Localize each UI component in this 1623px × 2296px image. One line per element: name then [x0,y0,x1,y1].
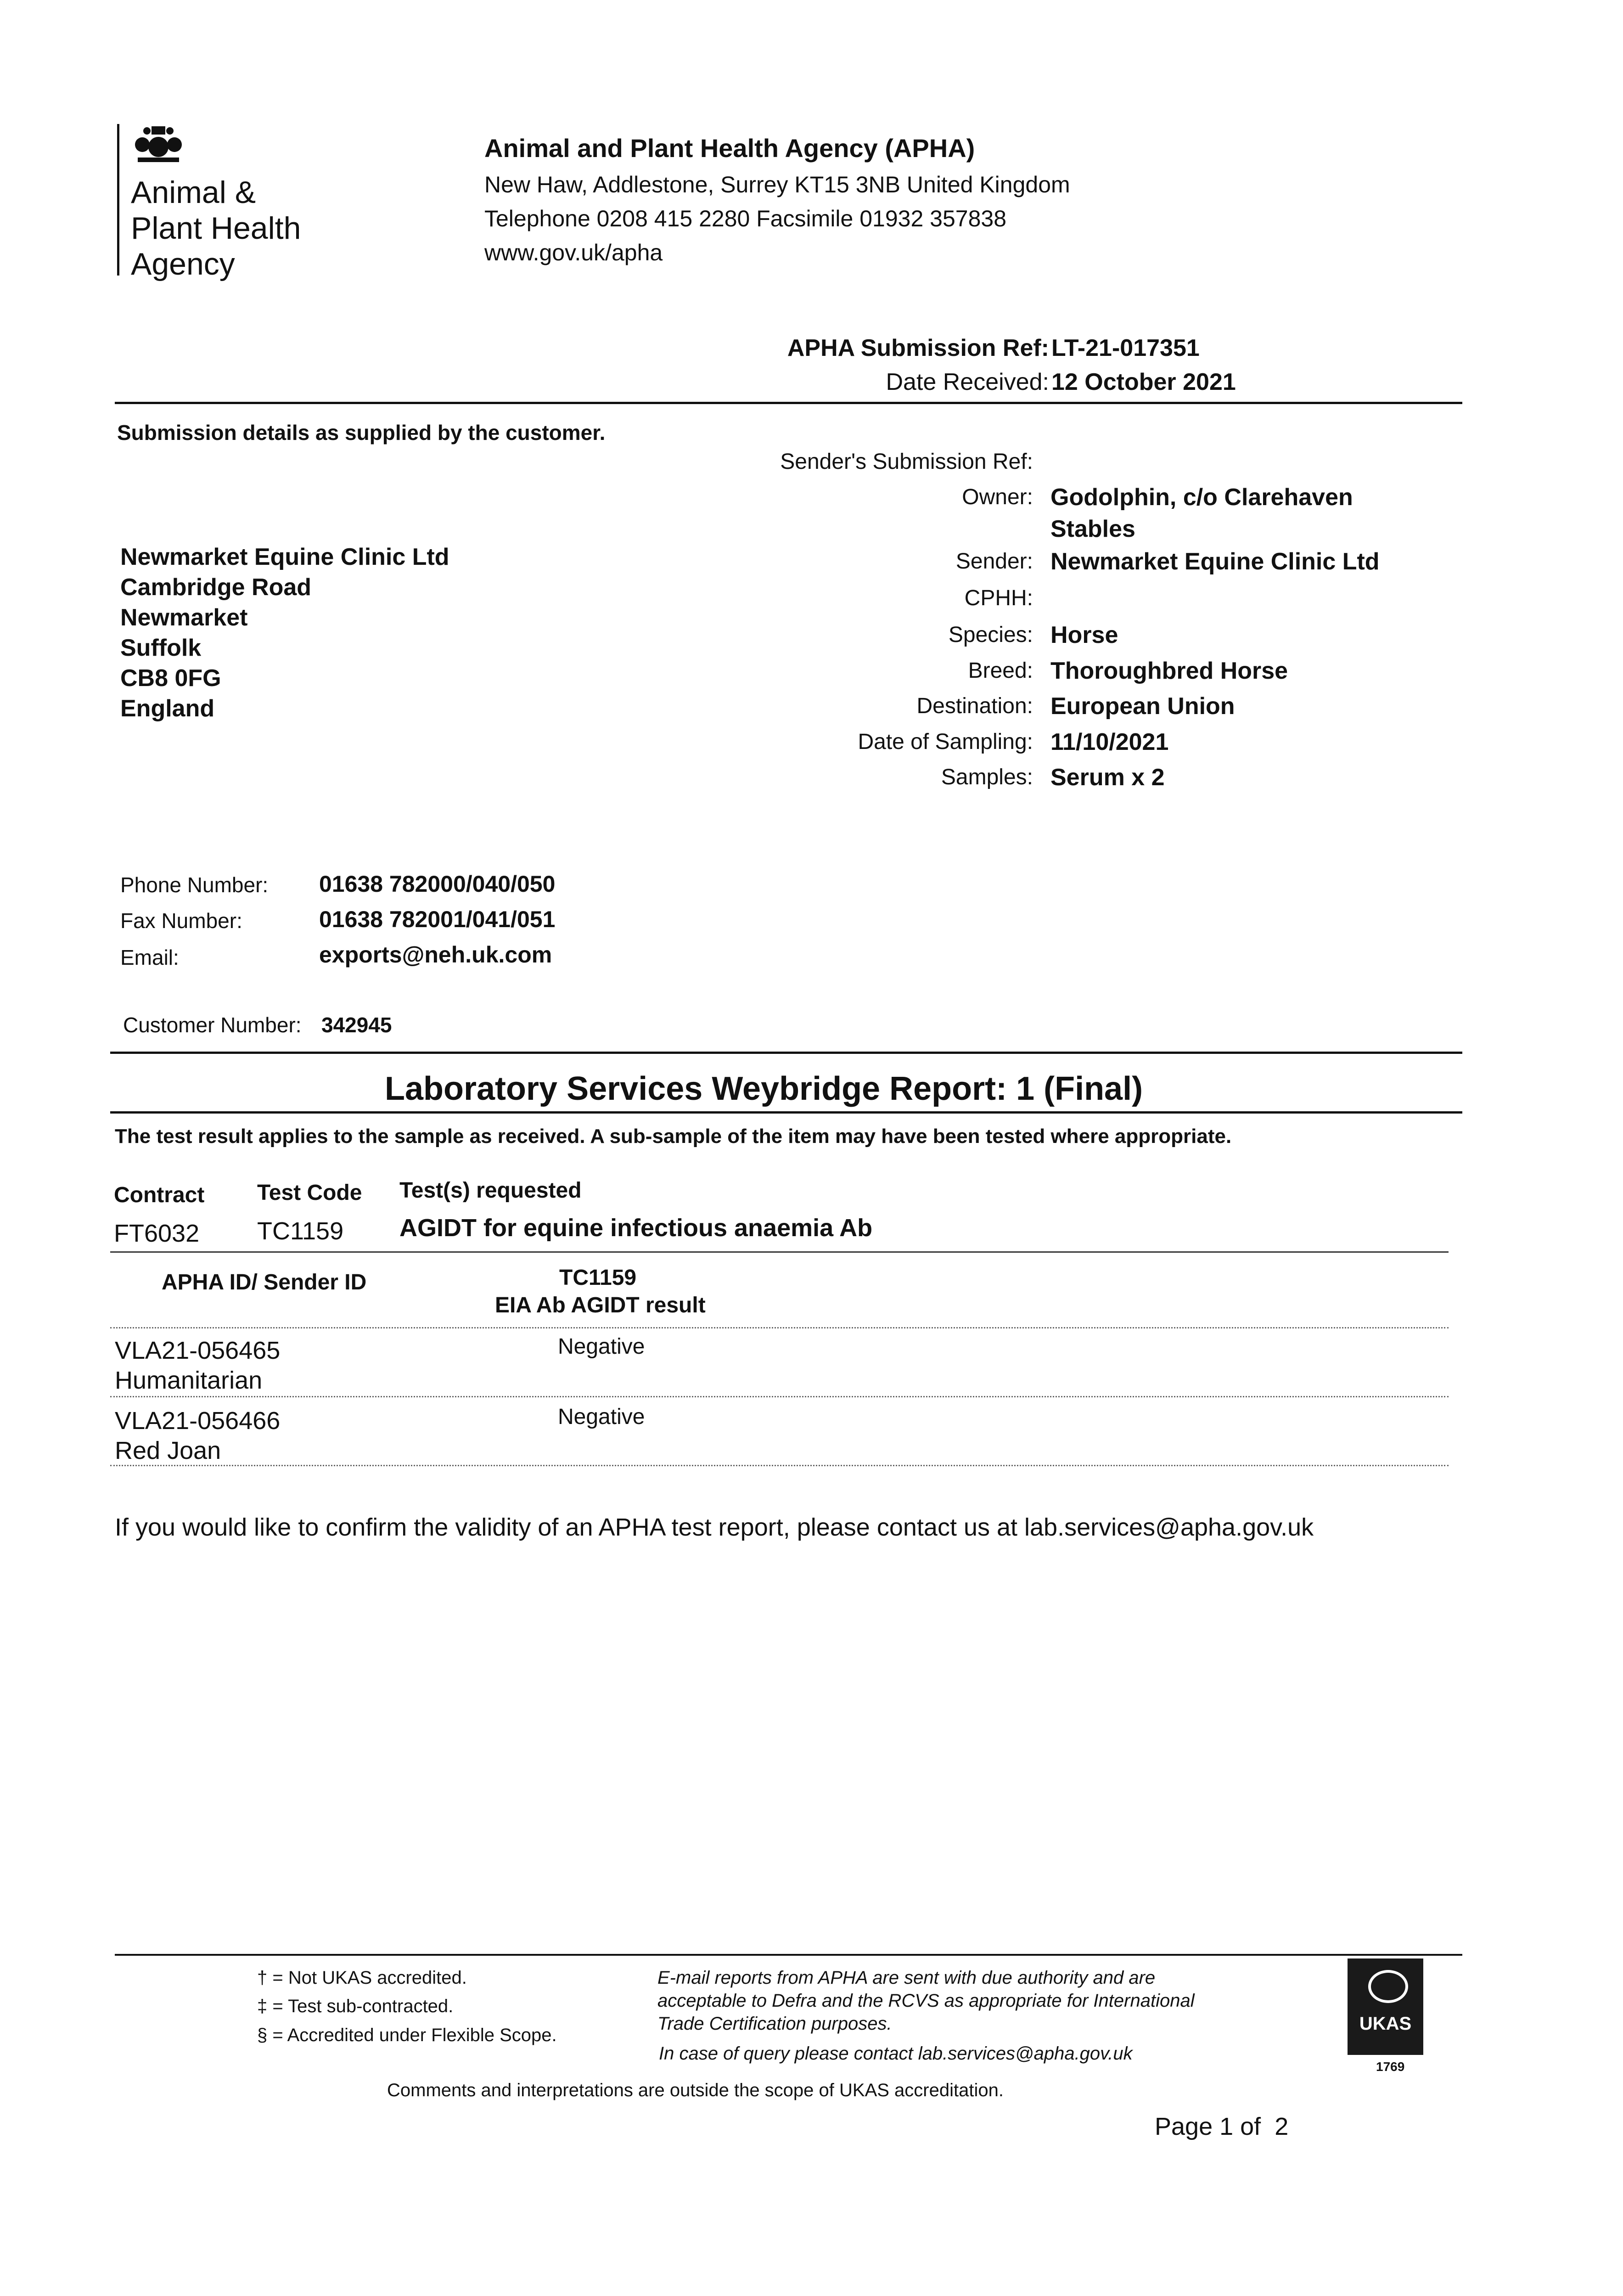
logo-divider [117,124,119,276]
royal-crest-icon [129,122,188,174]
divider [115,402,1462,404]
fax-label: Fax Number: [120,909,242,933]
senders-ref-label: Sender's Submission Ref: [780,450,1033,474]
query-note: In case of query please contact lab.services@apha.gov.uk [659,2043,1133,2064]
org-phone-fax: Telephone 0208 415 2280 Facsimile 01932 357838 [484,206,1007,231]
logo-line: Agency [131,247,235,281]
logo-line: Animal & [131,175,256,210]
crown-icon [1368,1970,1408,2003]
table-rule [110,1465,1449,1466]
table-rule [110,1396,1449,1397]
test-requested-value: AGIDT for equine infectious anaemia Ab [399,1214,873,1242]
test-code-value: TC1159 [257,1217,344,1245]
customer-address [120,542,449,724]
table-rule [110,1251,1449,1253]
result-sender-id: Red Joan [115,1437,221,1464]
scope-note: Comments and interpretations are outside the scope of UKAS accreditation. [387,2080,1004,2100]
logo-text [131,174,301,282]
sampling-date-value: 11/10/2021 [1050,729,1169,755]
logo-line: Plant Health [131,211,301,246]
address-line: Newmarket [120,604,248,631]
species-label: Species: [948,623,1033,647]
page-number: Page 1 of 2 [1155,2113,1289,2140]
address-line: England [120,695,215,722]
org-name: Animal and Plant Health Agency (APHA) [484,134,975,163]
submission-ref-label: APHA Submission Ref: [787,335,1049,361]
org-website[interactable]: www.gov.uk/apha [484,240,663,265]
owner-value-cont: Stables [1050,516,1135,542]
table-rule [110,1327,1449,1328]
divider [110,1052,1462,1054]
submission-ref-value: LT-21-017351 [1051,335,1200,361]
result-sender-id: Humanitarian [115,1367,263,1394]
email-note-line: E-mail reports from APHA are sent with due authority and are [657,1968,1156,1988]
results-test-code: TC1159 [559,1266,637,1290]
customer-number-label: Customer Number: [123,1013,302,1037]
samples-value: Serum x 2 [1050,764,1165,791]
org-address: New Haw, Addlestone, Surrey KT15 3NB United Kingdom [484,172,1070,197]
destination-value: European Union [1050,693,1235,720]
address-line: CB8 0FG [120,665,221,692]
divider [110,1111,1462,1114]
address-line: Suffolk [120,635,202,661]
phone-value: 01638 782000/040/050 [319,871,556,897]
sender-value: Newmarket Equine Clinic Ltd [1050,548,1380,575]
samples-label: Samples: [941,765,1033,789]
footer-divider [115,1954,1462,1956]
email-label: Email: [120,945,179,969]
cphh-label: CPHH: [964,586,1033,610]
fax-value: 01638 782001/041/051 [319,906,556,932]
sampling-date-label: Date of Sampling: [858,730,1033,754]
ukas-number: 1769 [1376,2060,1405,2074]
email-note-line: Trade Certification purposes. [657,2014,892,2034]
owner-label: Owner: [962,485,1033,509]
legend-sub-contracted: ‡ = Test sub-contracted. [257,1996,454,2016]
result-id: VLA21-056466 [115,1407,281,1435]
ukas-logo [1348,1958,1423,2055]
customer-number-value: 342945 [321,1013,392,1037]
address-line: Cambridge Road [120,574,312,601]
org-header [484,133,1070,270]
species-value: Horse [1050,622,1118,648]
result-value: Negative [558,1405,645,1429]
date-received-value: 12 October 2021 [1051,369,1236,395]
result-value: Negative [558,1334,645,1359]
phone-label: Phone Number: [120,873,269,897]
ukas-text: UKAS [1359,2014,1412,2034]
tests-requested-header: Test(s) requested [399,1178,582,1203]
email-value[interactable]: exports@neh.uk.com [319,942,552,968]
result-id: VLA21-056465 [115,1337,281,1364]
contract-value: FT6032 [114,1220,200,1247]
contract-header: Contract [114,1183,205,1207]
results-test-name: EIA Ab AGIDT result [495,1293,706,1317]
legend-flexible-scope: § = Accredited under Flexible Scope. [257,2025,557,2045]
address-line: Newmarket Equine Clinic Ltd [120,544,449,570]
breed-value: Thoroughbred Horse [1050,658,1288,684]
destination-label: Destination: [916,694,1033,718]
date-received-label: Date Received: [886,369,1049,395]
email-note-line: acceptable to Defra and the RCVS as appropriate for International [657,1991,1195,2011]
customer-heading: Submission details as supplied by the customer. [117,421,606,445]
report-title: Laboratory Services Weybridge Report: 1 (Final) [385,1070,1143,1107]
legend-not-accredited: † = Not UKAS accredited. [257,1968,467,1988]
results-id-header: APHA ID/ Sender ID [162,1270,367,1294]
owner-value: Godolphin, c/o Clarehaven [1050,484,1353,511]
breed-label: Breed: [968,658,1033,683]
report-note: The test result applies to the sample as received. A sub-sample of the item may have been tested where appropriate. [115,1125,1232,1148]
sender-label: Sender: [955,549,1033,574]
validity-note: If you would like to confirm the validity of an APHA test report, please contact us at lab.services@apha.gov.uk [115,1514,1314,1541]
test-code-header: Test Code [257,1181,362,1205]
